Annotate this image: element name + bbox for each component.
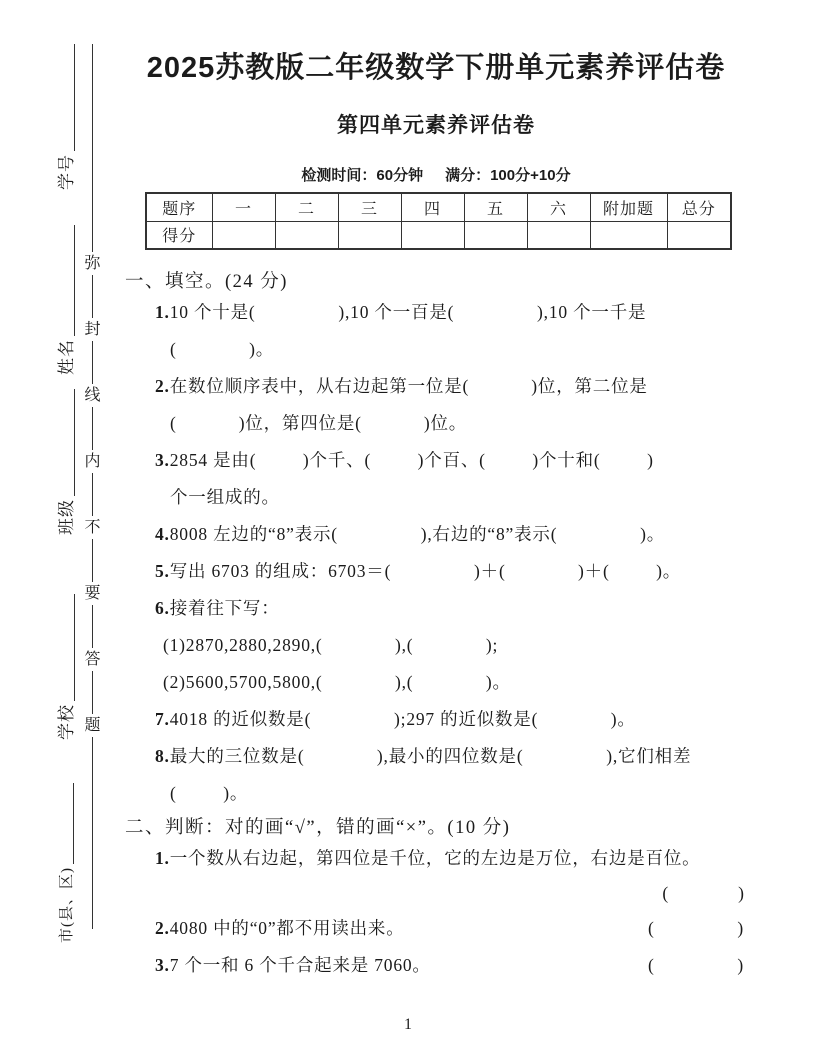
question-number: 6. xyxy=(155,598,170,618)
question-number: 4. xyxy=(155,524,170,544)
question-text: 7 个一和 6 个千合起来是 7060。 xyxy=(169,955,431,975)
answer-blank: ( ) xyxy=(647,918,744,938)
score-table-header-cell: 二 xyxy=(275,193,338,221)
score-cell xyxy=(338,221,401,249)
score-table-header-cell: 总分 xyxy=(667,193,731,221)
exam-time-info: 检测时间：60分钟 xyxy=(301,167,424,184)
seal-line-segment xyxy=(92,407,93,450)
score-cell xyxy=(401,221,464,249)
seal-field-school xyxy=(57,594,77,740)
score-table-header-cell: 四 xyxy=(401,193,464,221)
paper-subtitle: 第四单元素养评估卷 xyxy=(337,114,535,137)
question-line xyxy=(122,405,750,442)
answer-blank: ( ) xyxy=(662,883,744,903)
score-table-header-cell: 三 xyxy=(338,193,401,221)
seal-line-segment xyxy=(92,341,93,384)
fill-line xyxy=(59,389,75,496)
seal-char: 内 xyxy=(84,453,101,470)
question-number: 1. xyxy=(155,848,170,868)
question-line xyxy=(122,590,750,627)
seal-line-segment xyxy=(92,605,93,648)
question-number: 2. xyxy=(155,918,170,938)
question-left xyxy=(155,947,431,984)
seal-char: 不 xyxy=(84,519,101,536)
score-table xyxy=(145,192,732,250)
score-cell xyxy=(667,221,731,249)
question-line xyxy=(122,294,750,331)
question-line xyxy=(122,516,750,553)
section1-heading: 一、填空。(24 分) xyxy=(125,272,288,292)
question-number: 8. xyxy=(155,746,170,766)
question-left xyxy=(155,910,405,947)
question-text: (2)5600,5700,5800,( ),( )。 xyxy=(163,672,511,692)
seal-field-student-number xyxy=(57,44,77,190)
fill-line xyxy=(59,594,75,701)
question-number: 2. xyxy=(155,376,170,396)
question-text: (1)2870,2880,2890,( ),( ); xyxy=(163,635,499,655)
page-number: 1 xyxy=(404,1016,412,1033)
seal-line-segment xyxy=(92,539,93,582)
score-table-header-cell: 六 xyxy=(527,193,590,221)
question-text: 在数位顺序表中，从右边起第一位是( )位，第二位是 xyxy=(169,376,648,396)
fill-line xyxy=(59,225,75,336)
question-text: 8008 左边的“8”表示( ),右边的“8”表示( )。 xyxy=(169,524,666,544)
seal-field-name xyxy=(57,225,77,375)
seal-char: 答 xyxy=(84,651,101,668)
score-table-header-cell: 一 xyxy=(212,193,275,221)
question-number: 3. xyxy=(155,955,170,975)
question-number: 1. xyxy=(155,302,170,322)
question-number: 5. xyxy=(155,561,170,581)
question-line xyxy=(122,479,750,516)
question-text: 2854 是由( )个千、( )个百、( )个十和( ) xyxy=(169,450,654,470)
seal-margin xyxy=(0,0,120,1056)
seal-field-label: 姓名 xyxy=(57,339,76,375)
seal-field-city-county-district xyxy=(57,783,77,943)
seal-field-label: 班级 xyxy=(57,499,76,535)
seal-line-segment xyxy=(92,737,93,929)
question-line xyxy=(122,553,750,590)
seal-line-segment xyxy=(92,671,93,714)
answer-blank: ( ) xyxy=(647,955,744,975)
seal-char: 弥 xyxy=(84,255,101,272)
seal-line-segment xyxy=(92,44,93,252)
question-text: 接着往下写： xyxy=(169,598,280,618)
exam-content xyxy=(122,0,750,984)
seal-field-label: 市(县、区) xyxy=(59,867,75,943)
exam-info-row xyxy=(122,166,750,185)
score-row-label: 得分 xyxy=(146,221,212,249)
paper-title: 2025苏教版二年级数学下册单元素养评估卷 xyxy=(146,52,726,84)
question-number: 3. xyxy=(155,450,170,470)
question-text: ( )位，第四位是( )位。 xyxy=(170,413,468,433)
question-text: 10 个十是( ),10 个一百是( ),10 个一千是 xyxy=(169,302,647,322)
question-text: 4018 的近似数是( );297 的近似数是( )。 xyxy=(169,709,636,729)
score-table-score-row xyxy=(146,221,731,249)
exam-score-info: 满分：100分+10分 xyxy=(445,167,571,184)
question-text: 个一组成的。 xyxy=(170,487,280,507)
question-text: 4080 中的“0”都不用读出来。 xyxy=(169,918,405,938)
fill-line xyxy=(59,44,75,151)
question-line xyxy=(122,738,750,775)
seal-field-label: 学号 xyxy=(57,154,76,190)
question-line xyxy=(122,331,750,368)
question-line xyxy=(122,664,750,701)
question-text: 最大的三位数是( ),最小的四位数是( ),它们相差 xyxy=(169,746,692,766)
question-line xyxy=(122,627,750,664)
score-cell xyxy=(212,221,275,249)
score-cell xyxy=(590,221,667,249)
question-text: 写出 6703 的组成：6703＝( )＋( )＋( )。 xyxy=(169,561,682,581)
question-line xyxy=(122,775,750,812)
score-table-header-cell: 五 xyxy=(464,193,527,221)
question-text: 一个数从右边起，第四位是千位，它的左边是万位，右边是百位。 xyxy=(169,848,701,868)
seal-field-label: 学校 xyxy=(57,704,76,740)
question-text: ( )。 xyxy=(170,783,249,803)
score-table-header-cell: 题序 xyxy=(146,193,212,221)
seal-line-segment xyxy=(92,275,93,318)
question-line xyxy=(122,442,750,479)
seal-line-segment xyxy=(92,473,93,516)
fill-line xyxy=(60,783,74,864)
question-number: 7. xyxy=(155,709,170,729)
question-line xyxy=(122,701,750,738)
section2-heading: 二、判断：对的画“√”，错的画“×”。(10 分) xyxy=(125,818,511,838)
score-cell xyxy=(275,221,338,249)
question-line xyxy=(122,910,750,947)
seal-char: 题 xyxy=(84,717,101,734)
question-line xyxy=(122,947,750,984)
score-table-header-row xyxy=(146,193,731,221)
question-line xyxy=(122,368,750,405)
question-line xyxy=(122,840,750,877)
answer-blank-line xyxy=(122,877,750,910)
seal-char: 线 xyxy=(84,387,101,404)
seal-line xyxy=(84,42,101,931)
seal-char: 要 xyxy=(84,585,101,602)
score-cell xyxy=(527,221,590,249)
question-text: ( )。 xyxy=(170,339,275,359)
seal-field-class xyxy=(57,389,77,535)
score-cell xyxy=(464,221,527,249)
score-table-header-cell: 附加题 xyxy=(590,193,667,221)
seal-char: 封 xyxy=(84,321,101,338)
